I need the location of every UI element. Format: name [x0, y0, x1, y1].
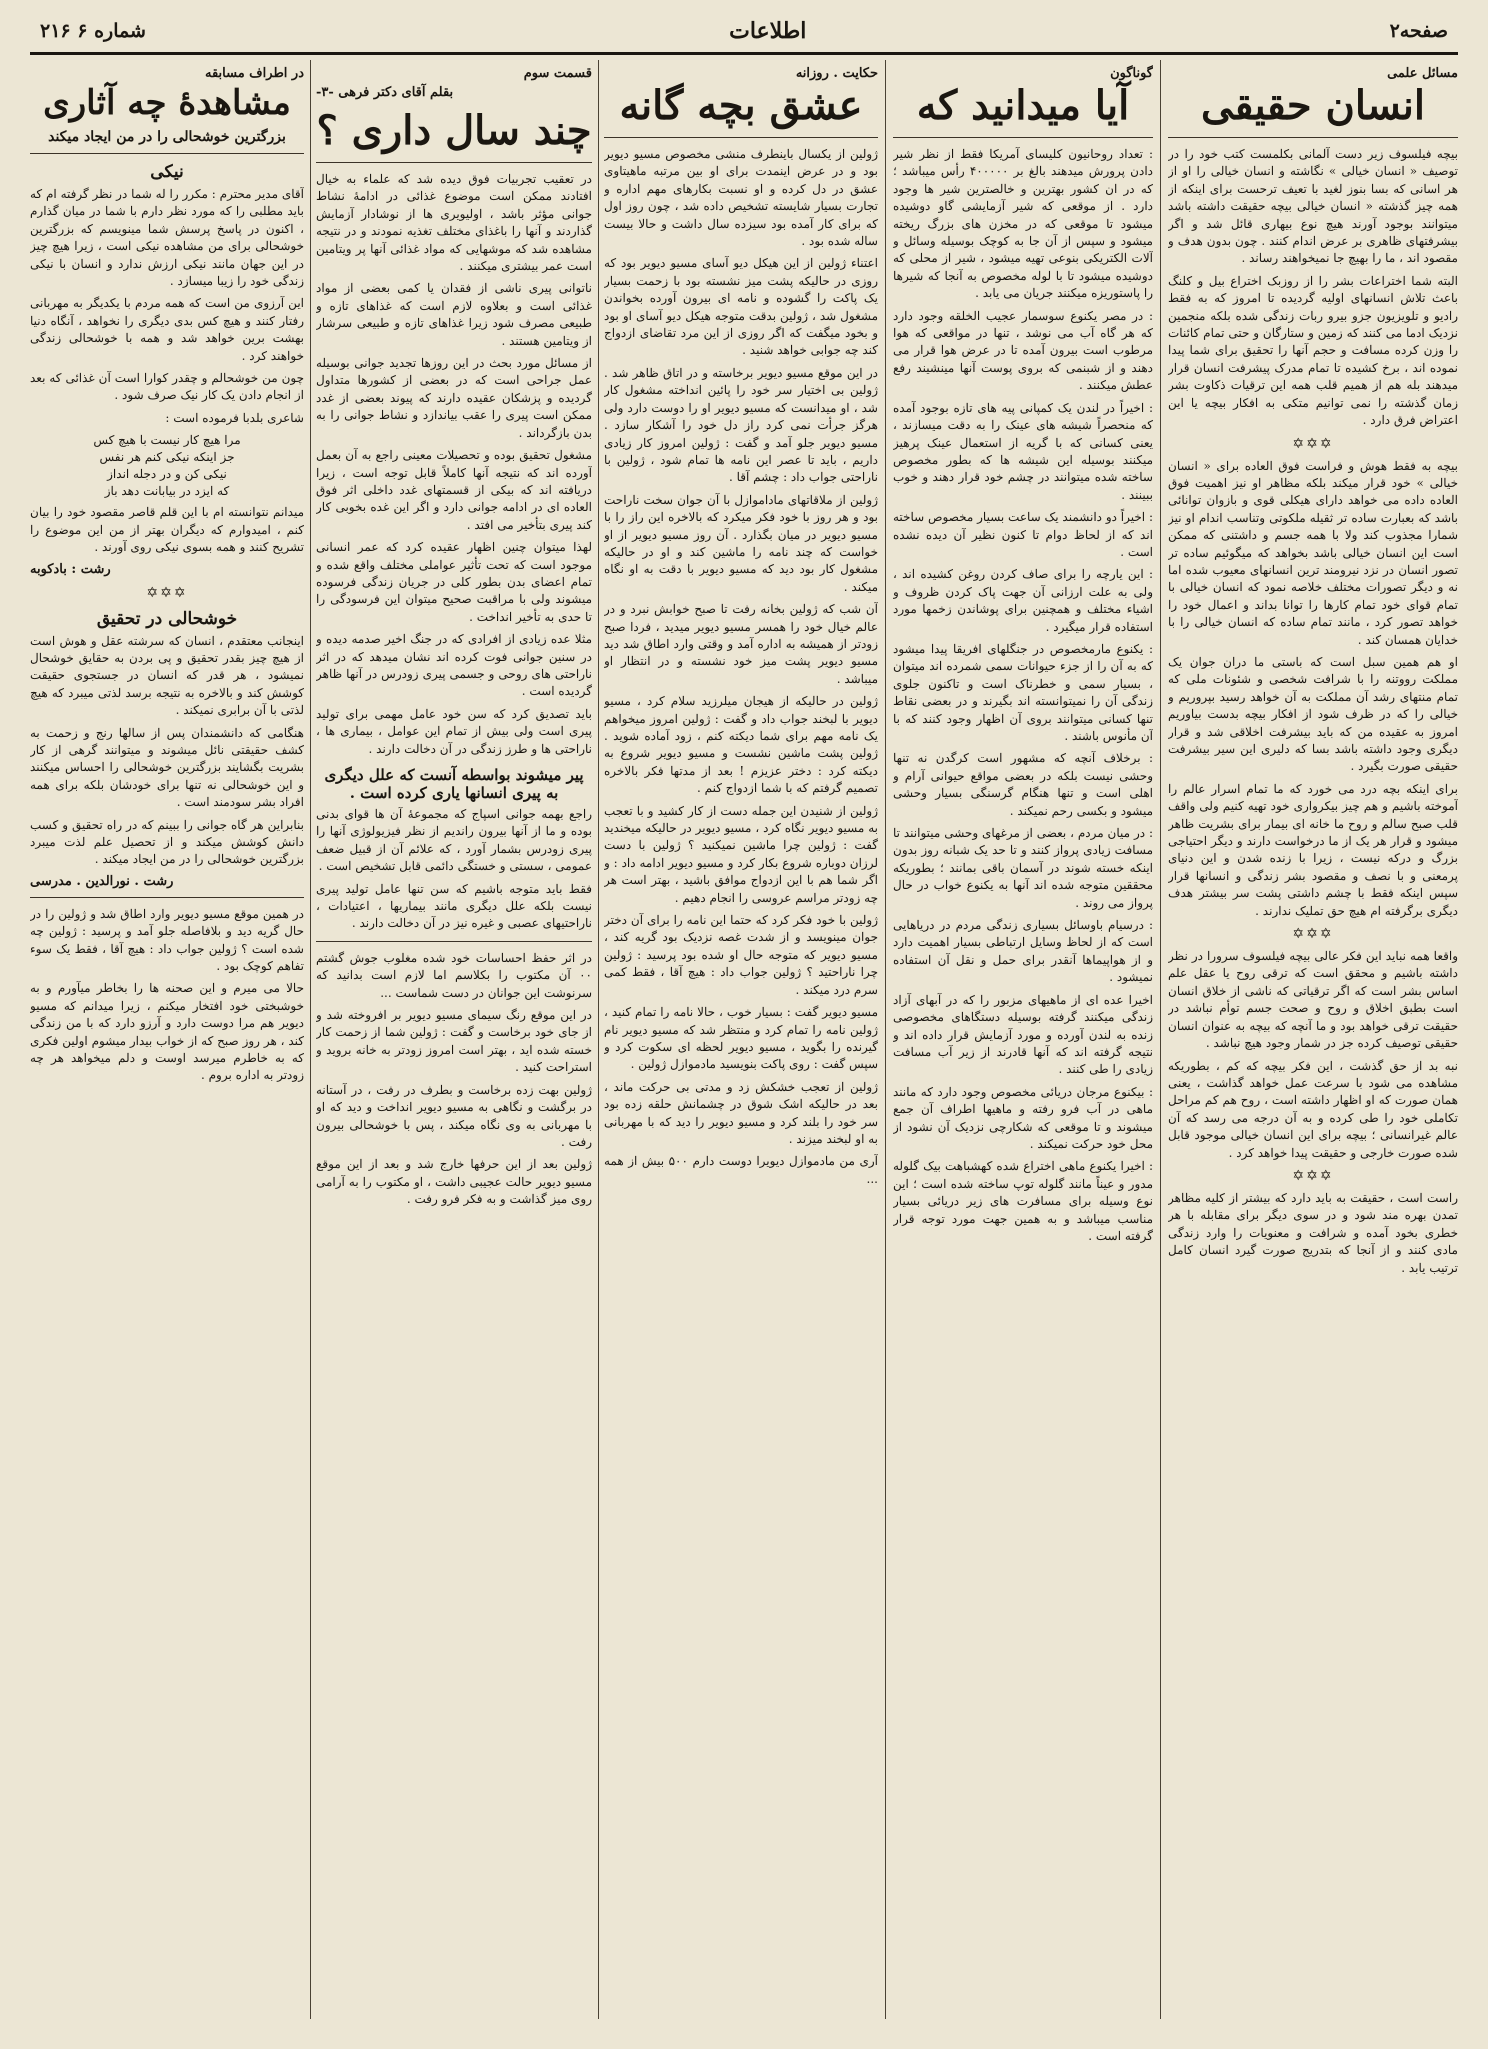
page-number: صفحه۲: [1389, 20, 1448, 42]
paragraph: : در میان مردم ، بعضی از مرغهای وحشی میتوانند تا مسافت زیادی پرواز کنند و تا حد یک شبانه روز بدون اینکه خسته شوند در آسمان باقی بمانند ؛ بطوریکه محققین متوجه شده اند آنها به یکنوع خواب در حال پرواز می روند .: [893, 826, 1153, 910]
paragraph: واقعا همه نباید این فکر عالی بیچه فیلسوف سرورا در نظر داشته باشیم و محقق است که ترقی روح یا عقل علم اساس بشر است که اگر ترقیاتی که ناشی از خلاق انسان است بطبق اخلاق و روح و صحت جسم توأم نباشد در حقیقت ترقی خواهد بود و ما آنچه که بیچه به عنوان انسان حقیقی توصیف کرده جز در شمار وجود هیچ نباشد .: [1168, 949, 1458, 1051]
paragraph: هنگامی که دانشمندان پس از سالها رنج و زحمت به کشف حقیقتی نائل میشوند و میتوانند گرهی از کار بشریت بگشایند بزرگترین خوشحالی را احساس میکنند و این خوشحالی نه تنها برای خودشان بلکه برای همه افراد بشر سودمند است .: [30, 725, 304, 810]
star-ornament: ✡✡✡: [1292, 926, 1334, 943]
article-title: آیا میدانید که: [916, 82, 1130, 129]
article-did-you-know: [893, 60, 1153, 2019]
section-kicker: گوناگون: [1110, 66, 1153, 81]
paragraph: ژولین در حالیکه از هیجان میلرزید سلام کرد ، مسیو دیویر با لبخند جواب داد و گفت : ژولین امروز میخواهم یک نامه مهم برای شما دیکته کنم ، زود آماده شوید . ژولین پشت ماشین نشست و مسیو دیویر شروع به دیکته کرد : دختر عزیزم ! بعد از مدتها فکر بالاخره تصمیم گرفتم که با شما ازدواج کنم .: [604, 694, 878, 796]
paragraph: این آرزوی من است که همه مردم با یکدیگر به مهربانی رفتار کنند و هیچ کس بدی دیگری را نخواهد ، آنگاه دنیا بهشت برین خواهد شد و همه با خوشحالی زندگی خواهند کرد .: [30, 296, 304, 363]
section-subhead: خوشحالی در تحقیق: [96, 608, 238, 629]
masthead: [40, 14, 1448, 48]
poem-line: که ایزد در بیابانت دهد باز: [104, 484, 230, 499]
paragraph: البته شما اختراعات بشر را از روزبک اختراع بیل و کلنگ باعث تلاش انسانهای اولیه گردیده تا امروز که به فقط رادیو و تلویزیون جزو بیرو ربات زندگی شده بلکه منجمین نزدیک ادما می کنند که زمین و ستارگان و حتی تمام کائنات را وزن کرده مسافت و حجم آنها را تحقیق برای شما پیدا نموده اند ، برخ کشیده تا تمام مدرک پیشرفت انسان قرار میدهند بله هم از همیم قلب همه این ترقیات ذکاوت بشر زمان گذشته را نمی توانیم متکی به افکار بیچه یا این اعتراض فرق دارد .: [1168, 273, 1458, 428]
paragraph: : بیکنوع مرجان دریائی مخصوص وجود دارد که مانند ماهی در آب فرو رفته و ماهیها اطراف آن جمع میشوند و تا موقعی که شکارچی نزدیک آن نشود از محل خود حرکت نمیکند .: [893, 1084, 1153, 1151]
paragraph: او هم همین سبل است که باستی ما دران جوان یک مملکت رووتنه را با شرافت شخصی و شئونات ملی که تمام منتهای رشد آن مملکت به آن خواهد رسید بپروریم و خیالی را که در ظرف شود از افکار بیچه بدست بیاوریم امروز به عقیده من که باید بیشرفت اخلاقی شد و قرار دیگری وجود داشته باشد بسا که دلیری این سیر بیشرفت حقیقی صورت بگیرد .: [1168, 654, 1458, 774]
paragraph: در این موقع رنگ سیمای مسیو دیویر بر افروخته شد و از جای خود برخاست و گفت : ژولین شما از زحمت کار خسته شده اید ، بهتر است امروز زودتر به خانه بروید و استراحت کنید .: [316, 1008, 592, 1075]
title-rule: [604, 137, 878, 138]
paragraph: نبه بد از حق گذشت ، این فکر بیچه که کم ، بطوریکه مشاهده می شود با سرعت عمل خواهد گذاشت ، یعنی همان صورت که او اظهار داشته است ، روح هم کم مراحل تکاملی خود را طی کرده و به آن درجه می رسد که آن عالم غیرانسانی ؛ بیچه برای این انسان خیالی موجود قابل شده صورت خارجی و حقیقت پیدا خواهد کرد .: [1168, 1058, 1458, 1160]
paragraph: باید تصدیق کرد که سن خود عامل مهمی برای تولید پیری است ولی بیش از تمام این عوامل ، بیماری ها ، ناراحتی ها و طرز زندگی در آن دخالت دارند .: [316, 706, 592, 756]
paper-name: اطلاعات: [729, 18, 807, 44]
section-rule: [30, 897, 304, 898]
masthead-rule: [30, 52, 1458, 55]
article-title: مشاهدهٔ چه آثاری: [43, 83, 291, 123]
article-childish-love: [604, 60, 878, 2019]
paragraph: ژولین با خود فکر کرد که حتما این نامه را برای آن دختر جوان مینویسد و از شدت غصه نزدیک بود گریه کند ، مسیو دیویر که متوجه حال او شده بود پرسید : ژولین چرا ناراحتید ؟ ژولین جواب داد : هیچ آقا ، فقط کمی سرم درد میکند .: [604, 913, 878, 997]
column-divider: [598, 60, 599, 2019]
paragraph: آقای مدیر محترم : مکرر را له شما در نظر گرفته ام که باید مطلبی را که مورد نظر دارم با شما در میان گذارم ، اکنون در پاسخ پرسش شما مینویسم که بزرگترین خوشحالی برای من مشاهده نیکی است ، زیرا هیچ چیز در این جهان مانند نیکی ارزش ندارد و انسان با نیکی زندگی خود را زیبا میسازد .: [30, 187, 304, 289]
article-contest: [30, 60, 304, 2019]
paragraph: چون من خوشحالم و چقدر کوارا است آن غذائی که بعد از انجام دادن یک کار نیک صرف شود .: [30, 371, 304, 403]
paragraph: : در مصر یکنوع سوسمار عجیب الخلقه وجود دارد که هر گاه آب می نوشد ، تنها در مواقعی که هوا مرطوب است بیرون آمده تا در عرض هوا قرار می دهند و از شبنمی که بروی پوست آنها مینشیند رفع عطش میکنند .: [893, 308, 1153, 393]
paragraph: : این یارچه را برای صاف کردن روغن کشیده اند ، ولی به علت ارزانی آن جهت پاک کردن ظروف و اشیاء مختلف و همچنین برای پوشاندن زخمها مورد استفاده قرار میگیرد .: [893, 567, 1153, 634]
section-kicker: مسائل علمی: [1387, 66, 1458, 81]
section-rule: [316, 941, 592, 942]
star-ornament: ✡✡✡: [1292, 435, 1334, 452]
paragraph: اینجانب معتقدم ، انسان که سرشته عقل و هوش است از هیچ چیز بقدر تحقیق و پی بردن به حقایق خوشحال نمیشود ، هر قدر که انسان در جستجوی حقیقت کوشش کند و بالاخره به نتیجه برسد لذتی میبرد که هیچ لذتی با آن برابری نمیکند .: [30, 633, 304, 718]
column-divider: [885, 60, 886, 2019]
paragraph: ژولین بعد از این حرفها خارج شد و بعد از این موقع مسیو دیویر حالت عجیبی داشت ، او مکتوب را به آرامی روی میز گذاشت و به فکر فرو رفت .: [316, 1157, 592, 1207]
paragraph: : درسیام باوسائل بسیاری زندگی مردم در دریاهایی است که از لحاظ وسایل ارتباطی بسیار اهمیت دارد و از هواپیماها آنقدر برای حمل و نقل آن استفاده نمیشود .: [893, 918, 1153, 985]
section-kicker: در اطراف مسابقه: [204, 66, 304, 81]
article-how-old: [316, 60, 592, 2019]
paragraph: اخیرا عده ای از ماهیهای مزبور را که در آبهای آزاد زندگی میکنند گرفته بوسیله دستگاهای مخصوصی زنده به لندن آورده و مورد آزمایش قرار داده اند و نتیجه گرفته اند که آنها قادرند از زیر آب مسافت زیادی را طی کنند .: [893, 992, 1153, 1077]
paragraph: : اخیرا یکنوع ماهی اختراع شده کهشباهت بیک گلوله مدور و عیناً مانند گلوله توپ ساخته شده است ؛ این نوع وسیله برای مسافرت های زیر دریائی بسیار مناسب میباشد و به همین جهت مورد توجه قرار گرفته است .: [893, 1159, 1153, 1243]
paragraph: ژولین بهت زده برخاست و بطرف در رفت ، در آستانه در برگشت و نگاهی به مسیو دیویر انداخت و دید که او با مهربانی به وی نگاه میکند ، پس با خوشحالی بیرون رفت .: [316, 1082, 592, 1149]
column-divider: [1160, 60, 1161, 2019]
paragraph: آری من مادموازل دیویرا دوست دارم ۵۰۰ بیش از همه ...: [604, 1154, 878, 1186]
article-title: عشق بچه گانه: [619, 82, 863, 129]
byline: بقلم آقای دکتر فرهی -۳-: [316, 85, 454, 100]
article-title: انسان حقیقی: [1200, 82, 1426, 129]
paragraph: میدانم نتوانسته ام با این قلم قاصر مقصود خود را بیان کنم ، امیدوارم که دیگران بهتر از من این موضوع را تشریح کنند و همه بسوی نیکی روی آورند .: [30, 505, 304, 555]
paragraph: ژولین از تعجب خشکش زد و مدتی بی حرکت ماند ، بعد در حالیکه اشک شوق در چشمانش حلقه زده بود سر خود را بلند کرد و مسیو دیویر را دید که با مهربانی به او لبخند میزند .: [604, 1079, 878, 1146]
paragraph: در اثر حفظ احساسات خود شده مغلوب جوش گشتم ۰۰ آن مکتوب را بکلاسم اما لازم است بدانید که سرنوشت این جوانان در دست شماست ...: [316, 950, 592, 1000]
column-divider: [310, 60, 311, 2019]
paragraph: مشغول تحقیق بوده و تحصیلات معینی راجع به آن بعمل آورده اند که نتیجه آنها کاملاً قابل توجه است ، زیرا دریافته اند که بیکی از قسمتهای غدد داخلی اثر فوق العاده ای در ادامه جوانی دارد و اگر این غده بخوبی کار کند پیری بتأخیر می افتد .: [316, 448, 592, 532]
paragraph: : تعداد روحانیون کلیسای آمریکا فقط از نظر شیر دادن پرورش میدهند بالغ بر ۴۰۰۰۰۰ رأس میباشد ؛ که در ان کشور بهترین و خالصترین شیر ها وجود دارد . از موقعی که شیر آزمایشی گاو دوشیده میشود تا موقعی که در مخزن های بزرگ ریخته میشود و سپس از آن جا به کوچک بوسیله وسائل و آلات الکتریکی بنوعی تهیه میشود ، شیر از محلی که دوشیده میشود تا با لوله مخصوص به آنجا که شیرها را پاستوریزه میکنند جریان می یابد .: [893, 147, 1153, 301]
paragraph: از مسائل مورد بحث در این روزها تجدید جوانی بوسیله عمل جراحی است که در بعضی از کشورها متداول گردیده و پزشکان عقیده دارند که پیوند بعضی از غدد ممکن است پیری را عقب بیاندازد و نشاط جوانی را به بدن بازگرداند .: [316, 356, 592, 440]
title-rule: [316, 162, 592, 163]
paragraph: مسیو دیویر گفت : بسیار خوب ، حالا نامه را تمام کنید ، ژولین نامه را تمام کرد و منتظر شد که مسیو دیویر نام گیرنده را بگوید ، مسیو دیویر لحظه ای سکوت کرد و سپس گفت : روی پاکت بنویسید مادموازل ژولین .: [604, 1005, 878, 1072]
section-kicker: قسمت سوم: [523, 66, 592, 81]
paragraph: بیچه به فقط هوش و فراست فوق العاده برای « انسان خیالی » خود قرار میکند بلکه مظاهر او نیز اهمیت فوق العاده داده می خواهد دارای هیکلی قوی و بازوان توانائی باشد که بعبارت ساده تر ثقیله ملکوتی وتناسب اندام او نیز شمارا مجذوب کند ولا با همه جسم و داشتنی که ممکن است این انسان خیالی باشد بخواهد که میگوئیم ساده تر تصور انسان در نزد نیرومند ترین انسانهای معیوب شده اما نه و دیگر تصورات مختلف خلاصه نمود که انسان خیالی با تمام قوای خود تمام کارها را توانا بداند و اعمال خود را خواهد تصور کرد ، مانند تمام ساده که انسان خیالی را با خدایان همسان کند .: [1168, 458, 1458, 647]
poem-line: جز اینکه نیکی کنم هر نفس: [99, 450, 235, 465]
star-ornament: ✡✡✡: [146, 584, 188, 601]
paragraph: در تعقیب تجربیات فوق دیده شد که علماء به خیال افتادند ممکن است موضوع غذائی در ادامهٔ نشاط جوانی مؤثر باشد ، اولیویری ها از نوشادار آزمایش گذاردند و آنها را باغذای مختلف تغذیه نمودند و در نتیجه مشاهده شد که موشهایی که مواد غذائی آنها پر ویتامین است عمر بیشتری میکنند .: [316, 172, 592, 274]
issue-number: شماره ۶ ۲۱۶: [40, 20, 146, 42]
paragraph: : اخیراً در لندن یک کمپانی پیه های تازه بوجود آمده که منحصراً شیشه های عینک را به دقت میسازند ، یعنی کسانی که با گریه از استعمال عینک پرهیز میکنند بوسیله این شیشه ها که بطور مخصوص ساخته شده میتوانند در چشم خود قرار دهند و خوب ببینند .: [893, 400, 1153, 502]
emphasis-text: پیر میشوند بواسطه آنست که علل دیگری به پیری انسانها یاری کرده است .: [324, 766, 584, 802]
paragraph: : یکنوع مارمخصوص در جنگلهای افریقا پیدا میشود که به آن را از جزء حیوانات سمی شمرده اند میتوان ، بسیار سمی و خطرناک است و تاکنون جلوی زندگی آن را نمیتوانسته اند بگیرند و در بعضی نقاط تنها کسانی میتوانند بروی آن اظهار وجود کنند که با آن مأنوس باشند .: [893, 641, 1153, 743]
paragraph: : برخلاف آنچه که مشهور است کرگدن نه تنها وحشی نیست بلکه در بعضی مواقع حیوانی آرام و اهلی است و تنها هنگام گرسنگی بسیار وحشی میشود و بکسی رحم نمیکند .: [893, 751, 1153, 818]
star-ornament: ✡✡✡: [1292, 1167, 1334, 1184]
paragraph: مثلا عده زیادی از افرادی که در جنگ اخیر صدمه دیده و در سنین جوانی فوت کرده اند نشان میدهد که در اثر ناراحتی های روحی و جسمی پیری زودرس در آنها ظاهر گردیده است .: [316, 632, 592, 699]
title-rule: [30, 153, 304, 154]
paragraph: فقط باید متوجه باشیم که سن تنها عامل تولید پیری نیست بلکه علل دیگری مانند بیماریها ، اعتیادات ، ناراحتیهای عصبی و غیره نیز در آن دخالت دارند .: [316, 881, 592, 931]
paragraph: حالا می میرم و این صحنه ها را بخاطر میآورم و به خوشبختی خود افتخار میکنم ، زیرا میدانم که مسیو دیویر هم مرا دوست دارد و آرزو دارد که با من زندگی کند ، هر روز صبح که از خواب بیدار میشوم اولین فکری که به خاطرم میرسد اوست و دلم میخواهد هر چه زودتر به اداره بروم .: [30, 981, 304, 1083]
paragraph: آن شب که ژولین بخانه رفت تا صبح خوابش نبرد و در عالم خیال خود را همسر مسیو دیویر میدید ، فردا صبح زودتر از همیشه به اداره آمد و وقتی وارد اطاق شد دید مسیو دیویر پشت میز خود نشسته و در انتظار او میباشد .: [604, 602, 878, 686]
paragraph: بنابراین هر گاه جوانی را ببینم که در راه تحقیق و کسب دانش کوشش میکند و از تحصیل علم لذت میبرد بزرگترین خوشحالی را در من ایجاد میکند .: [30, 817, 304, 867]
paragraph: : اخیراً دو دانشمند یک ساعت بسیار مخصوص ساخته اند که از لحاظ دوام تا کنون نظیر آن دیده نشده است .: [893, 510, 1153, 559]
paragraph: راست است ، حقیقت به باید دارد که بیشتر از کلیه مظاهر تمدن بهره مند شود و در سوی دیگر برای مقابله با هر خطری بخود آمده و شرافت و معنویات را وارد زندگی مادی کنند و از آنجا که بتدریج صورت گیرد انسان کامل ترتیب یابد .: [1168, 1190, 1458, 1275]
poem-line: مرا هیچ کار نیست با هیچ کس: [93, 433, 241, 448]
signature: رشت . نورالدین . مدرسی: [30, 873, 174, 889]
paragraph: بیچه فیلسوف زیر دست آلمانی بکلمست کتب خود را در توصیف « انسان خیالی » نگاشته و انسان خیالی را او از هر اسانی که بسا بنوز لغید با تعیف ترحست برای اینکه از همه چیز گذشته « انسان خیالی بیچه حقیقت داشته باشد میتوانند بوجود آورند هیچ نوع بیهاری قائل شد و اگر بیشرفتهای ظاهری بر عرض اندام کنند . چون بدون هدف و مقصود اند ، ما را بهیچ جا نمیخواهند رساند .: [1168, 147, 1458, 266]
section-subhead: نیکی: [150, 162, 184, 182]
paragraph: برای اینکه بچه درد می خورد که ما تمام اسرار عالم را آموخته باشیم و هم چیز بیکرواری خود تهیه کنیم ولی واقف قلب صبح سالم و روح ما خانه ای بیمار برای بشریت ظاهر میشود و قرار هر یک از ما درخواست دارند و دیگر احتیاجی بزرگ و درکه نیست ، زیرا با زنده شدن و این دنیای پرمعنی و با نصف و مقصود بشر زندگی و انسانها قرار سپس اینکه فقط با چشم داشتی پشت سر بیشتر هدف دیگری برگرفته ام هیچ حق تملیک ندارند .: [1168, 781, 1458, 918]
title-rule: [1168, 137, 1458, 138]
paragraph: در همین موقع مسیو دیویر وارد اطاق شد و ژولین را در حال گریه دید و بلافاصله جلو آمد و پرسید : ژولین چه شده است ؟ ژولین جواب داد : هیچ آقا ، فقط یک سوء تفاهم کوچک بود .: [30, 906, 304, 973]
paragraph: ژولین از ملاقاتهای ماداموازل با آن جوان سخت ناراحت بود و هر روز با خود فکر میکرد که بالاخره این راز را با مسیو دیویر در میان بگذارد . آن روز مسیو دیویر از او خواست که چند نامه را ماشین کند و او در حالیکه مشغول کار بود دید که مسیو دیویر با دقت به او نگاه میکند .: [604, 492, 878, 594]
poem: [30, 432, 304, 500]
paragraph: لهذا میتوان چنین اظهار عقیده کرد که عمر انسانی موجود است که تحت تأثیر عواملی مختلف واقع شده و تمام اعضای بدن بطور کلی در جریان زندگی فرسوده میشوند ولی با مراقبت صحیح میتوان این فرسودگی را تا حدی به تأخیر انداخت .: [316, 540, 592, 624]
paragraph: ژولین از یکسال باینطرف منشی مخصوص مسیو دیویر بود و در عرض اینمدت برای او بین مرتبه ماهیتاوی عشق در دل کرده و او نسبت بکارهای مهم اداره و تجارت بسیار شایسته تشخیص داده شد ، چون روز اول که برای کار آمده بود سیزده سال داشت و حالا بیست ساله شده بود .: [604, 147, 878, 249]
article-subtitle: بزرگترین خوشحالی را در من ایجاد میکند: [48, 129, 286, 145]
poem-line: نیکی کن و در دجله انداز: [107, 467, 227, 482]
paragraph: اعتناء ژولین از این هیکل دیو آسای مسیو دیویر بود که روزی در حالیکه پشت میز نشسته بود با زحمت بسیار یک پاکت را گشوده و نامه ای بیرون آورده بخواندن مشغول شد ، ژولین بدقت متوجه هیکل دیو آسای او بود و بخود میگفت که اگر روزی از این مرد تقاضای ازدواج کند چه جوابی خواهد شنید .: [604, 256, 878, 358]
poem-intro: شاعری بلدبا فرموده است :: [165, 410, 304, 425]
paragraph: ناتوانی پیری ناشی از فقدان یا کمی بعضی از مواد غذائی است و بعلاوه لازم است که غذاهای تازه و طبیعی مصرف شود زیرا غذاهای تازه و طبیعی سرشار از ویتامین هستند .: [316, 281, 592, 348]
section-kicker: حکایت . روزانه: [795, 66, 878, 81]
paragraph: راجع بهمه جوانی اسپاج که مجموعهٔ آن ها قوای بدنی بوده و ما از آنها بیرون راندیم از نظر فیزیولوژی آنها را پیری زودرس بشمار آورد ، که علائم آن از قبیل ضعف عمومی ، سستی و خستگی دائمی قابل تشخیص است .: [316, 807, 592, 874]
title-rule: [893, 137, 1153, 138]
paragraph: در این موقع مسیو دیویر برخاسته و در اتاق ظاهر شد . ژولین بی اختیار سر خود را پائین انداخته مشغول کار شد ، او میدانست که مسیو دیویر او را دوست دارد ولی هرگز جرأت نمی کرد راز دل خود را آشکار سازد . مسیو دیویر جلو آمد و گفت : ژولین امروز کار زیادی داریم ، باید تا عصر این نامه ها تمام شود ، ژولین با ناراحتی جواب داد : چشم آقا .: [604, 365, 878, 485]
paragraph: ژولین از شنیدن این جمله دست از کار کشید و با تعجب به مسیو دیویر نگاه کرد ، مسیو دیویر در حالیکه میخندید گفت : ژولین چرا ماشین نمیکنید ؟ ژولین با دست لرزان دوباره شروع بکار کرد و مسیو دیویر ادامه داد : و اگر شما هم با این ازدواج موافق باشید ، بهتر است هر چه زودتر مراسم عروسی را انجام دهیم .: [604, 803, 878, 905]
signature: رشت : بادکوبه: [30, 561, 111, 577]
article-title: چند سال داری ؟: [316, 107, 592, 154]
article-real-human: [1168, 60, 1458, 2019]
